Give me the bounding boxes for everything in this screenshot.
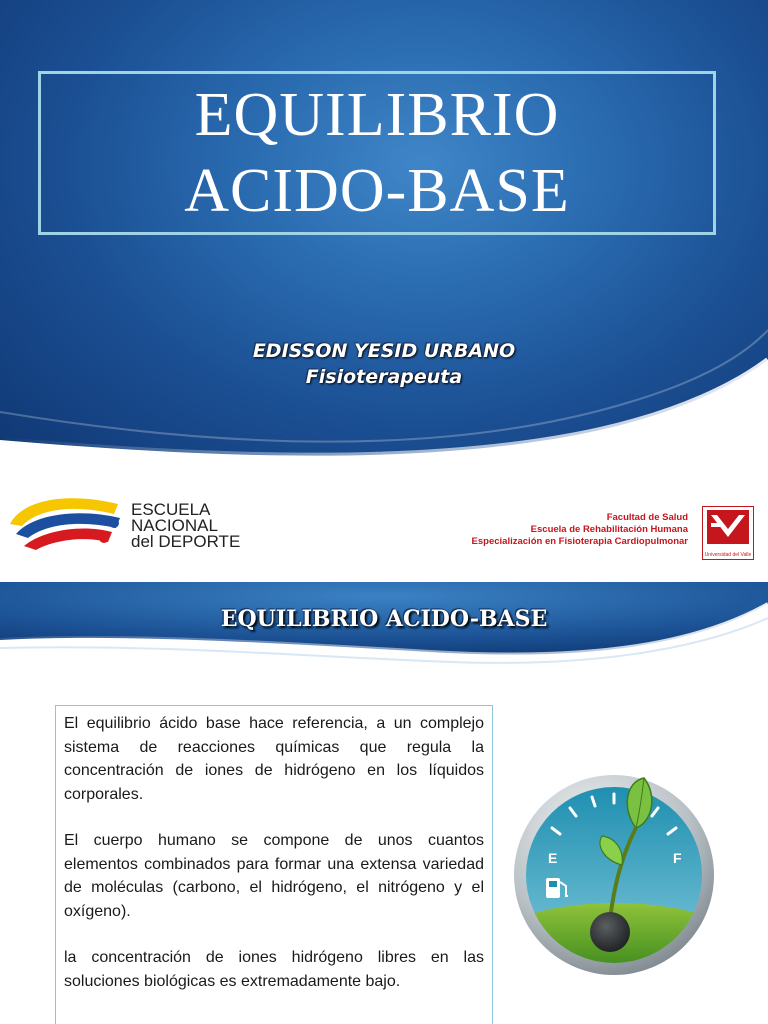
fuel-gauge-icon bbox=[510, 770, 718, 980]
content-slide bbox=[0, 582, 768, 1024]
univalle-logo-icon bbox=[702, 506, 754, 560]
university-line-1: Facultad de Salud bbox=[606, 512, 688, 523]
paragraph-3: la concentración de iones hidrógeno libres en las soluciones biológicas es extremadamente bajo. bbox=[64, 949, 484, 990]
paragraph-1: El equilibrio ácido base hace referencia, a un complejo sistema de reacciones químicas que regula la concentración de iones de hidrógeno en los líquidos corporales. bbox=[64, 715, 484, 803]
content-text-box bbox=[55, 705, 493, 1024]
gauge-full-label: F bbox=[673, 850, 682, 866]
escuela-line-1: ESCUELA bbox=[131, 500, 211, 519]
paragraph-2: El cuerpo humano se compone de unos cuantos elementos combinados para formar una extensa variedad de moléculas (carbono, el hidrógeno, el nitrógeno y el oxígeno). bbox=[64, 832, 484, 920]
gauge-empty-label: E bbox=[548, 850, 558, 866]
university-line-3: Especialización en Fisioterapia Cardiopulmonar bbox=[471, 536, 688, 547]
title-line-1: EQUILIBRIO bbox=[194, 81, 560, 149]
escuela-logo-text bbox=[131, 502, 240, 550]
author-role: Fisioterapeuta bbox=[305, 366, 463, 388]
university-line-2: Escuela de Rehabilitación Humana bbox=[530, 524, 688, 535]
title-frame bbox=[38, 71, 716, 235]
escuela-line-3: del DEPORTE bbox=[131, 532, 241, 551]
slide-title: EQUILIBRIO ACIDO-BASE bbox=[220, 606, 548, 632]
escuela-line-2: NACIONAL bbox=[131, 516, 218, 535]
author-block bbox=[0, 338, 768, 390]
header-wave-decoration bbox=[0, 582, 768, 712]
university-text bbox=[472, 512, 688, 548]
title-line-2: ACIDO-BASE bbox=[184, 157, 570, 225]
univalle-caption: Universidad del Valle bbox=[704, 552, 752, 558]
univalle-shield-icon bbox=[703, 507, 753, 547]
author-name: EDISSON YESID URBANO bbox=[252, 340, 516, 362]
